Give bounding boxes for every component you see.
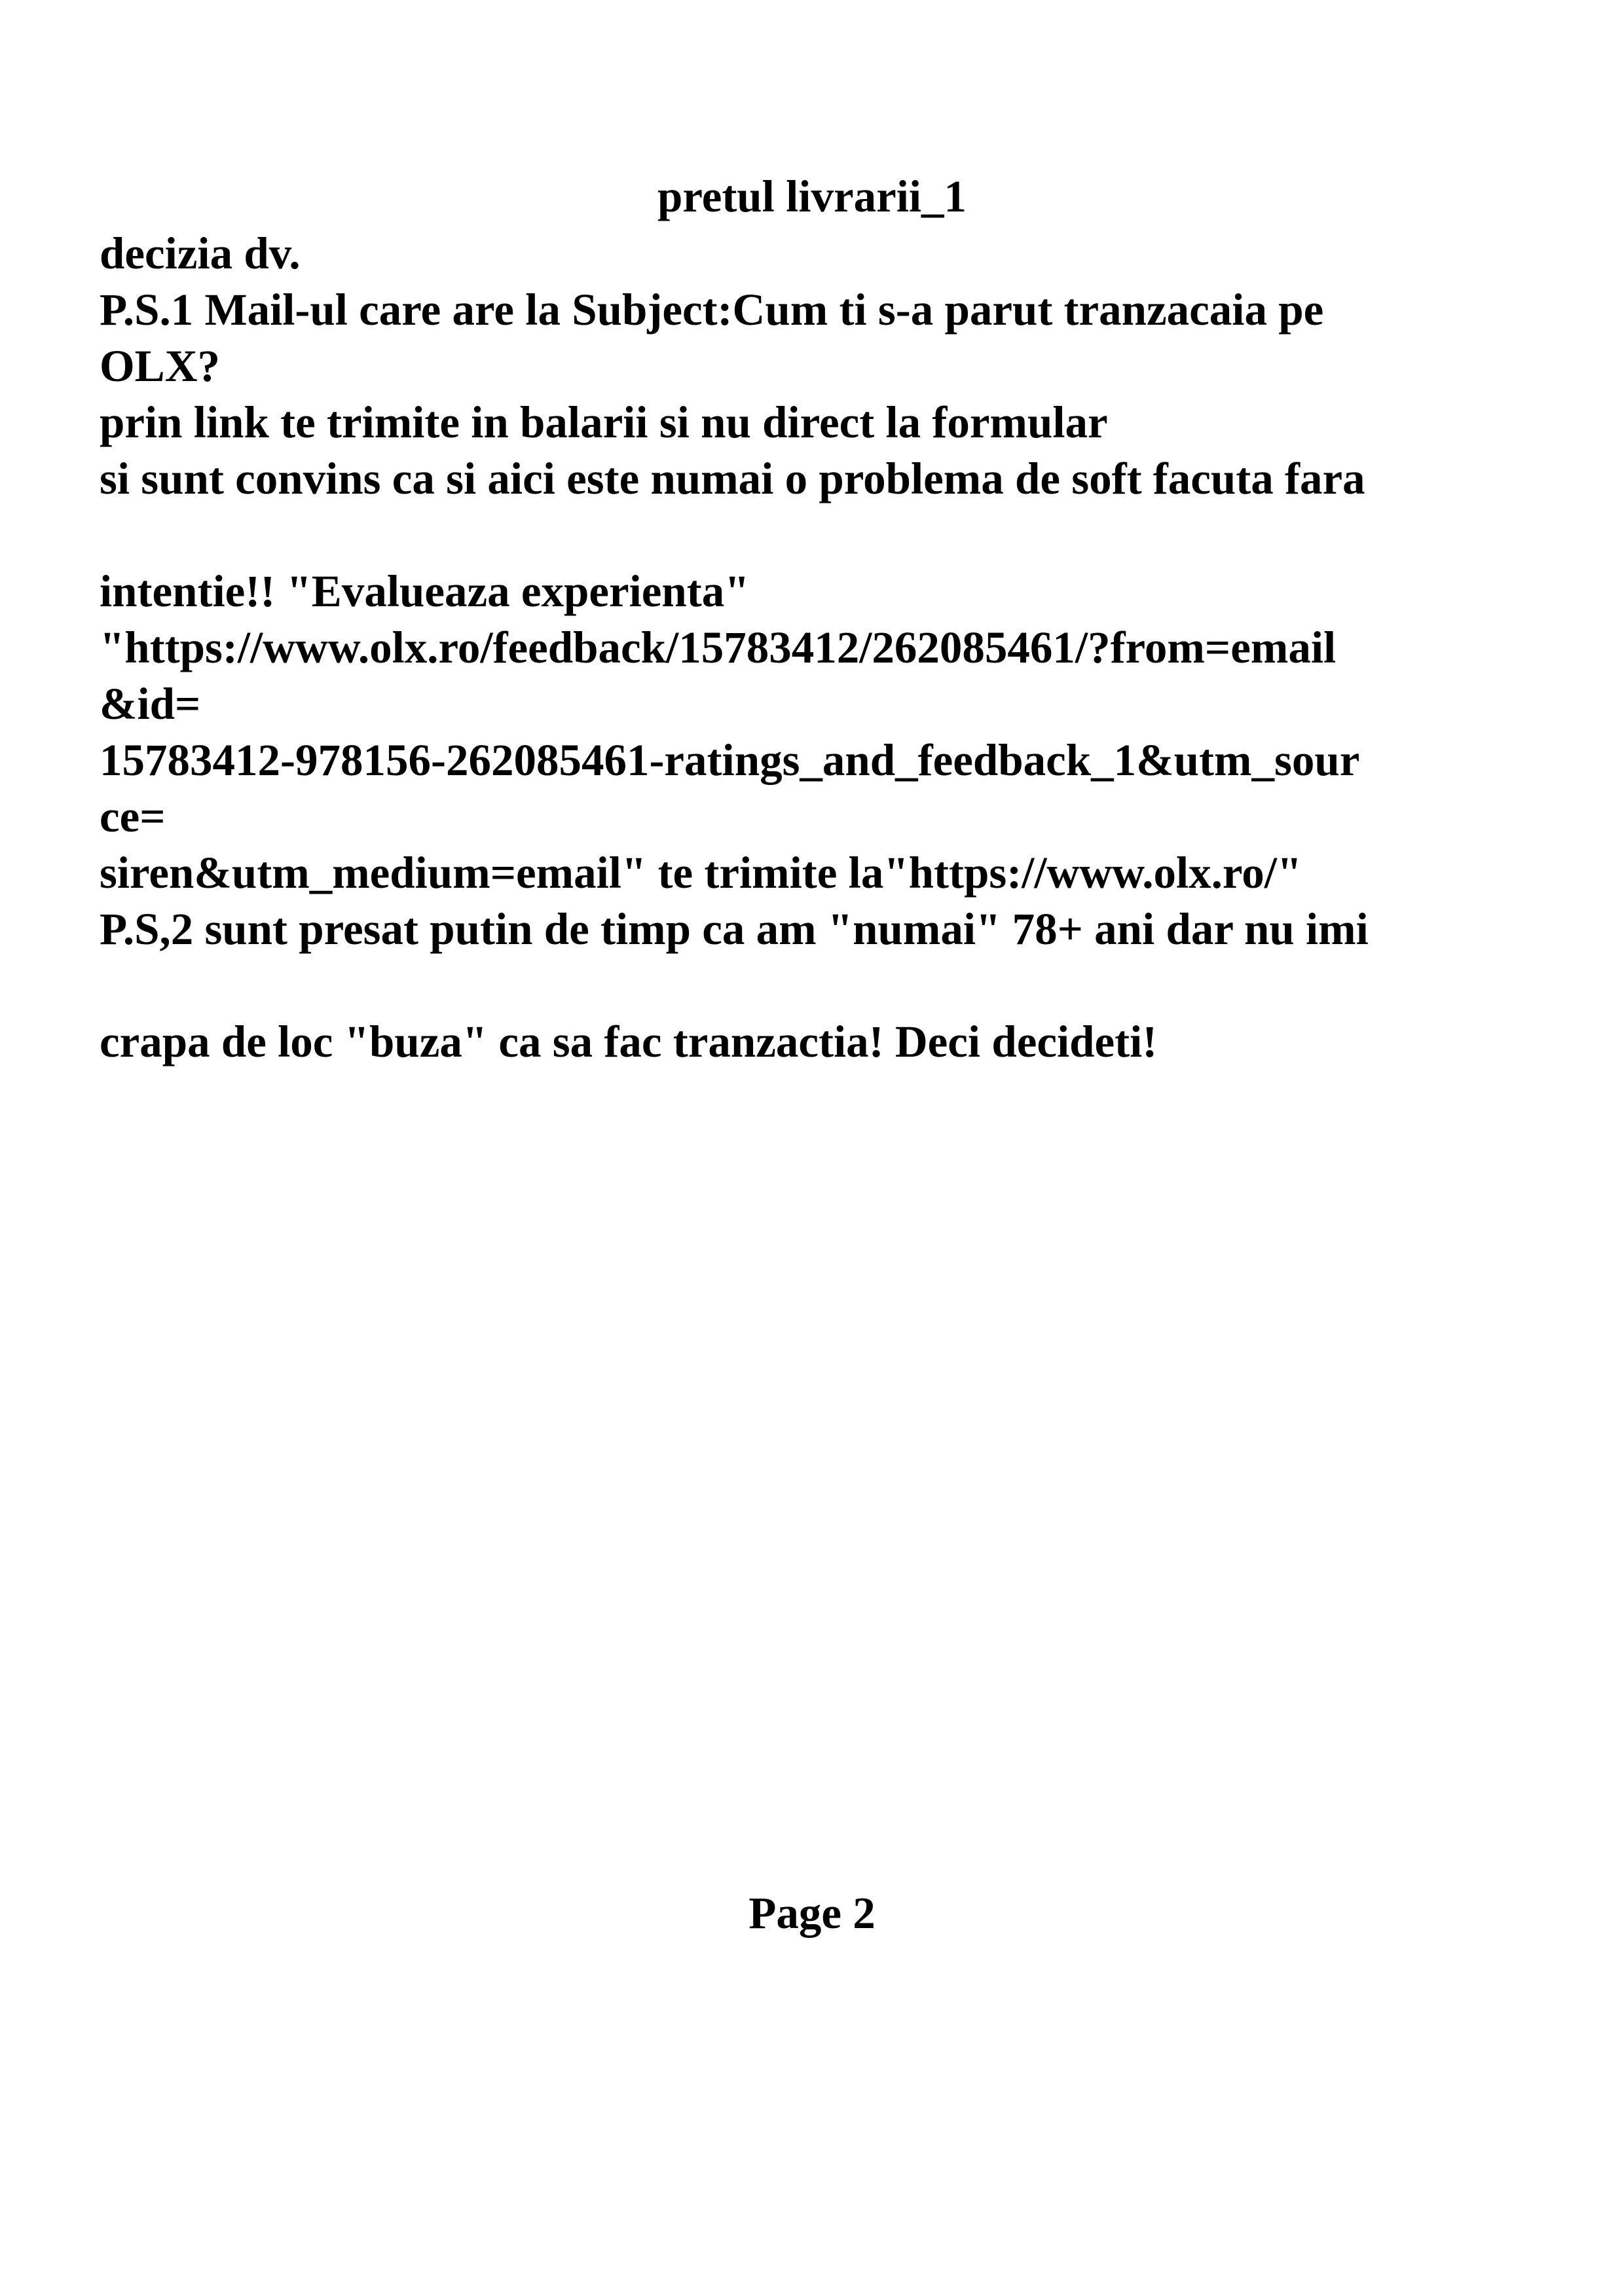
page-title: pretul livrarii_1 <box>657 172 967 221</box>
text-line: siren&utm_medium=email" te trimite la"https://www.olx.ro/" <box>100 848 1302 898</box>
text-line: &id= <box>100 679 201 729</box>
text-line: crapa de loc "buza" ca sa fac tranzactia! Deci decideti! <box>100 1017 1158 1066</box>
text-line: intentie!! "Evalueaza experienta" <box>100 566 750 616</box>
page-number: Page 2 <box>748 1888 876 1938</box>
text-line: OLX? <box>100 341 221 391</box>
text-line: 15783412-978156-262085461-ratings_and_feedback_1&utm_sour <box>100 735 1360 785</box>
text-line: ce= <box>100 792 166 841</box>
text-line: si sunt convins ca si aici este numai o problema de soft facuta fara <box>100 454 1365 503</box>
text-line: "https://www.olx.ro/feedback/15783412/262085461/?from=email <box>100 623 1337 672</box>
text-line: decizia dv. <box>100 228 301 278</box>
blank-line <box>100 507 1573 563</box>
text-line: P.S.1 Mail-ul care are la Subject:Cum ti s-a parut tranzacaia pe <box>100 285 1324 335</box>
text-line: prin link te trimite in balarii si nu direct la formular <box>100 397 1108 447</box>
text-line: P.S,2 sunt presat putin de timp ca am "numai" 78+ ani dar nu imi <box>100 904 1369 954</box>
body-text <box>100 225 1573 1070</box>
blank-line <box>100 957 1573 1013</box>
